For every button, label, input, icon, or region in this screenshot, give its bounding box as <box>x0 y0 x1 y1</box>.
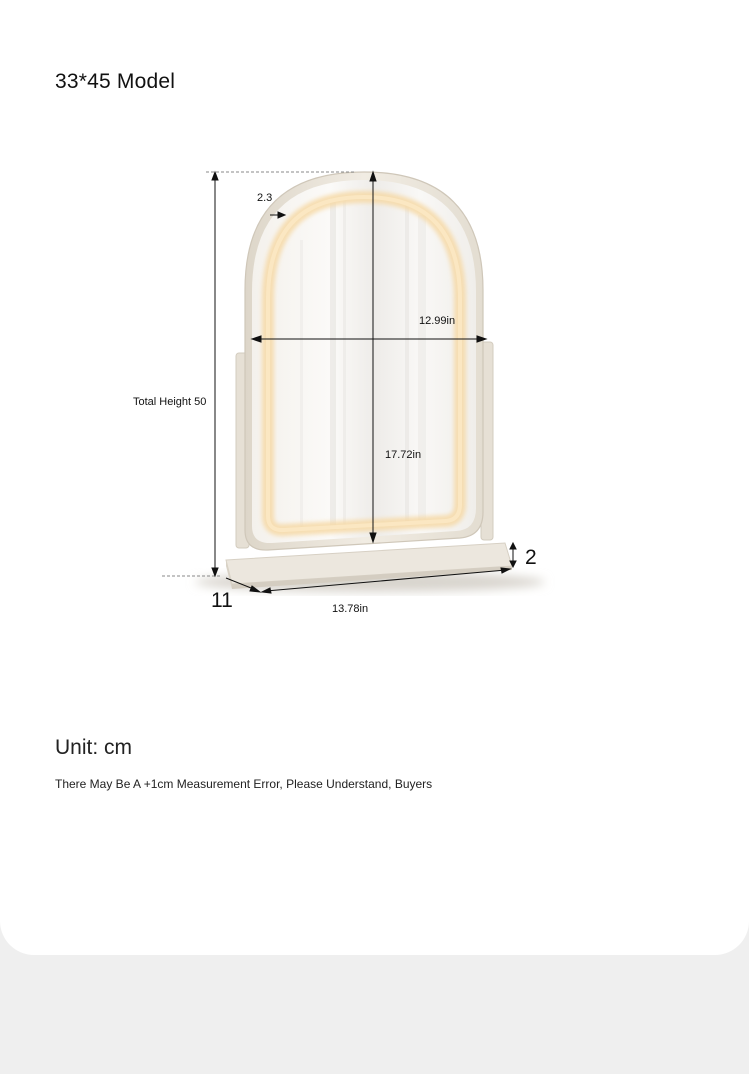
frame-thickness-label: 2.3 <box>257 192 273 204</box>
mirror-height-label: 17.72in <box>385 449 422 461</box>
unit-label: Unit: cm <box>55 736 133 759</box>
mirror-width-label: 12.99in <box>419 315 456 327</box>
base-depth-label: 11 <box>211 589 233 612</box>
measurement-note: There May Be A +1cm Measurement Error, Please Understand, Buyers <box>55 777 433 791</box>
total-height-label: Total Height 50 <box>133 396 207 408</box>
base-height-label: 2 <box>525 546 537 569</box>
base-width-label: 13.78in <box>332 603 369 615</box>
page-title: 33*45 Model <box>55 70 176 93</box>
